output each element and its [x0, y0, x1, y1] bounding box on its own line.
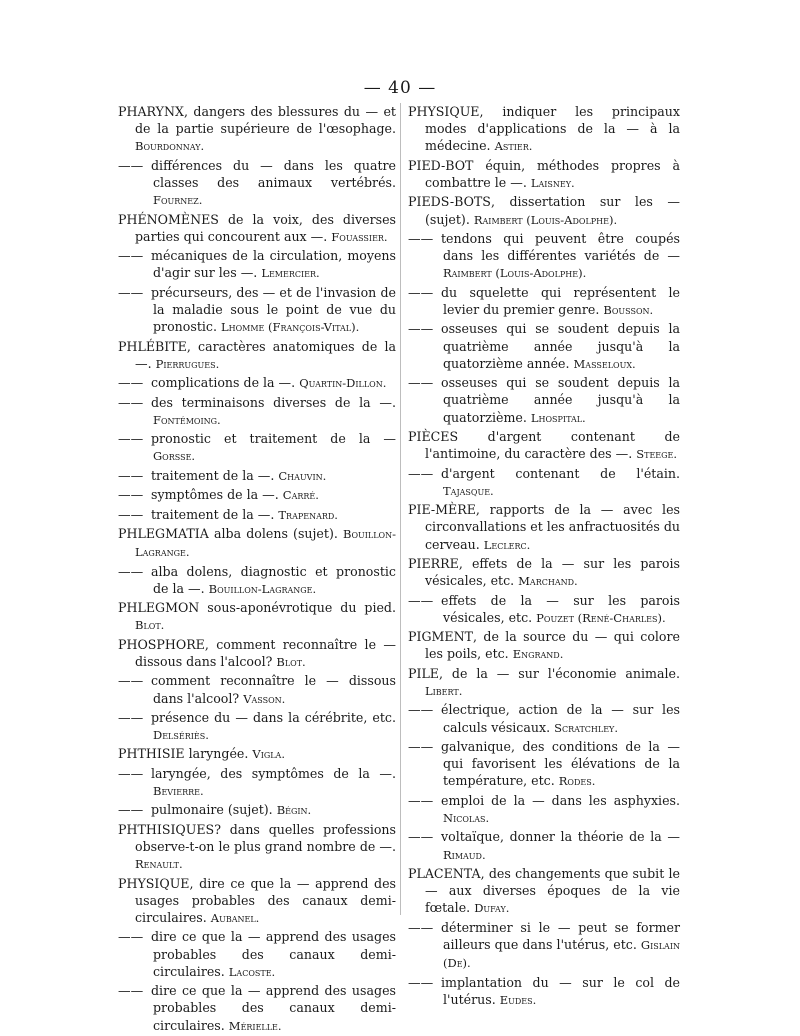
entry-keyword: PIE-MÈRE	[408, 502, 476, 518]
ditto-dash: ——	[408, 919, 434, 935]
entry-text: des terminaisons diverses de la —.	[151, 394, 396, 410]
entry-keyword: PHLEGMATIA	[118, 525, 209, 541]
index-subentry	[408, 284, 680, 319]
entry-author: Dufay.	[474, 901, 510, 916]
entry-author: Bégin.	[276, 803, 312, 818]
entry-author: Lacoste.	[228, 964, 276, 979]
entry-author: Tajasque.	[443, 483, 494, 498]
entry-author: Trapenard.	[278, 507, 338, 522]
index-subentry	[118, 765, 396, 800]
entry-keyword: PIEDS-BOTS	[408, 194, 491, 210]
ditto-dash: ——	[408, 829, 434, 845]
index-entry	[118, 103, 396, 156]
entry-keyword: PHYSIQUE	[118, 875, 190, 891]
entry-author: Masseloux.	[573, 356, 636, 371]
entry-author: Vasson.	[243, 691, 286, 706]
entry-text: déterminer si le — peut se former ailleurs que dans l'utérus, etc.	[441, 919, 680, 952]
index-subentry	[408, 792, 680, 827]
ditto-dash: ——	[408, 375, 434, 391]
index-entry	[408, 103, 680, 156]
ditto-dash: ——	[118, 673, 144, 689]
entry-author: Bouillon-Lagrange.	[135, 526, 396, 560]
index-entry	[408, 501, 680, 554]
entry-author: Mérielle.	[228, 1018, 282, 1033]
entry-text: d'argent contenant de l'antimoine, du caractère des —.	[425, 428, 680, 462]
index-subentry	[118, 801, 396, 819]
entry-text: voltaïque, donner la théorie de la —	[441, 829, 680, 845]
entry-author: Libert.	[425, 683, 463, 698]
ditto-dash: ——	[408, 792, 434, 808]
entry-text: dire ce que la — apprend des usages probables des canaux demi-circulaires.	[151, 983, 396, 1033]
entry-text: laryngée.	[184, 746, 249, 762]
entry-keyword: PIGMENT	[408, 629, 474, 645]
entry-keyword: PIED-BOT	[408, 157, 474, 173]
entry-keyword: PIÈCES	[408, 428, 459, 444]
ditto-dash: ——	[118, 431, 144, 447]
entry-text: , dissertation sur les — (sujet).	[425, 194, 680, 227]
entry-text: , de la — sur l'économie animale.	[439, 665, 680, 681]
index-entry	[118, 599, 396, 634]
entry-text: sous-aponévrotique du pied.	[199, 600, 396, 616]
index-subentry	[408, 828, 680, 863]
entry-text: traitement de la —.	[151, 467, 275, 483]
index-entry	[118, 525, 396, 561]
ditto-dash: ——	[118, 929, 144, 945]
entry-text: alba dolens, diagnostic et pronostic de la —.	[151, 563, 396, 596]
entry-text: tendons qui peuvent être coupés dans les différentes variétés de —	[441, 230, 680, 264]
entry-keyword: PILE	[408, 665, 440, 681]
entry-keyword: PHLEGMON	[118, 600, 200, 616]
entry-author: Carré.	[282, 488, 319, 503]
index-subentry	[118, 709, 396, 744]
index-entry	[408, 865, 680, 918]
ditto-dash: ——	[118, 375, 144, 391]
entry-text: ? dans quelles professions observe-t-on le plus grand nombre de —.	[135, 821, 396, 855]
ditto-dash: ——	[408, 321, 434, 337]
index-subentry	[408, 320, 680, 373]
entry-author: Gislain (De).	[443, 937, 680, 971]
entry-text: osseuses qui se soudent depuis la quatrième année jusqu'à la quatorzième année.	[441, 321, 680, 371]
entry-author: Bousson.	[603, 302, 654, 317]
entry-text: , dire ce que la — apprend des usages probables des canaux demi-circulaires.	[135, 875, 396, 926]
entry-text: présence du — dans la cérébrite, etc.	[151, 709, 396, 725]
entry-author: Nicolas.	[443, 810, 490, 825]
entry-text: , de la source du — qui colore les poils, etc.	[425, 629, 680, 662]
entry-author: Leclerc.	[483, 537, 531, 552]
index-subentry	[408, 465, 680, 500]
entry-text: complications de la —.	[151, 375, 296, 391]
left-column	[118, 103, 396, 1036]
index-subentry	[408, 592, 680, 627]
entry-author: Fouassier.	[331, 229, 388, 244]
entry-author: Rimaud.	[443, 847, 486, 862]
entry-keyword: PHYSIQUE	[408, 104, 480, 119]
entry-text: différences du — dans les quatre classes des animaux vertébrés.	[151, 157, 396, 190]
entry-text: , comment reconnaître le — dissous dans l'alcool?	[135, 636, 396, 669]
entry-keyword: PHTHISIE	[118, 746, 185, 762]
entry-text: osseuses qui se soudent depuis la quatrième année jusqu'à la quatorzième.	[441, 375, 680, 425]
entry-text: du squelette qui représentent le levier du premier genre.	[441, 284, 680, 317]
ditto-dash: ——	[118, 467, 144, 483]
entry-text: symptômes de la —.	[151, 487, 279, 503]
entry-author: Pouzet (René-Charles).	[536, 610, 666, 625]
entry-author: Steege.	[636, 447, 678, 462]
index-subentry	[118, 506, 396, 524]
page-number: — 40 —	[363, 78, 437, 98]
entry-keyword: PLACENTA	[408, 865, 481, 881]
entry-text: emploi de la — dans les asphyxies.	[441, 792, 680, 808]
ditto-dash: ——	[408, 465, 434, 481]
entry-author: Delsériès.	[153, 728, 209, 743]
entry-author: Bourdonnay.	[135, 139, 205, 154]
index-subentry	[408, 701, 680, 736]
entry-text: galvanique, des conditions de la — qui favorisent les élévations de la température, etc.	[441, 738, 680, 789]
entry-text: électrique, action de la — sur les calculs vésicaux.	[441, 702, 680, 735]
index-entry	[118, 636, 396, 671]
entry-text: , rapports de la — avec les circonvallations et les anfractuosités du cerveau.	[425, 502, 681, 552]
entry-author: Bouillon-Lagrange.	[208, 581, 317, 596]
right-column	[408, 103, 680, 1010]
entry-keyword: PHOSPHORE	[118, 636, 205, 652]
entry-author: Lhospital.	[530, 410, 586, 425]
entry-author: Fontémoing.	[153, 412, 221, 427]
entry-author: Pierrugues.	[155, 356, 220, 371]
entry-author: Lhomme (François-Vital).	[220, 320, 360, 335]
ditto-dash: ——	[408, 230, 434, 246]
entry-text: mécaniques de la circulation, moyens d'agir sur les —.	[151, 248, 396, 281]
index-entry	[408, 193, 680, 228]
ditto-dash: ——	[118, 248, 144, 264]
index-entry	[118, 821, 396, 874]
entry-author: Astier.	[494, 139, 533, 154]
entry-author: Fournez.	[153, 193, 203, 208]
index-subentry	[118, 284, 396, 337]
entry-text: d'argent contenant de l'étain.	[441, 465, 680, 481]
index-subentry	[118, 394, 396, 429]
entry-text: dire ce que la — apprend des usages probables des canaux demi-circulaires.	[151, 929, 396, 979]
index-subentry	[118, 672, 396, 707]
entry-text: laryngée, des symptômes de la —.	[151, 765, 396, 781]
ditto-dash: ——	[408, 974, 434, 990]
index-entry	[408, 628, 680, 663]
ditto-dash: ——	[118, 709, 144, 725]
entry-author: Engrand.	[512, 647, 564, 662]
ditto-dash: ——	[118, 765, 144, 781]
entry-keyword: PIERRE	[408, 555, 459, 571]
column-divider	[400, 103, 401, 915]
ditto-dash: ——	[118, 284, 144, 300]
index-subentry	[118, 157, 396, 210]
entry-keyword: PHTHISIQUES	[118, 821, 215, 837]
index-entry	[408, 665, 680, 700]
entry-text: comment reconnaître le — dissous dans l'alcool?	[151, 673, 396, 706]
entry-author: Chauvin.	[278, 468, 327, 483]
entry-text: pulmonaire (sujet).	[151, 802, 273, 818]
index-entry	[408, 428, 680, 463]
entry-author: Scratchley.	[554, 720, 618, 735]
ditto-dash: ——	[408, 702, 434, 718]
entry-text: traitement de la —.	[151, 506, 275, 522]
entry-author: Raimbert (Louis-Adolphe).	[473, 212, 618, 227]
index-subentry	[118, 486, 396, 504]
entry-text: de la voix, des diverses parties qui concourent aux —.	[135, 211, 396, 244]
index-subentry	[408, 230, 680, 283]
entry-author: Lemercier.	[261, 266, 320, 281]
ditto-dash: ——	[408, 284, 434, 300]
index-subentry	[118, 247, 396, 282]
entry-keyword: PHARYNX	[118, 104, 184, 119]
index-subentry	[118, 928, 396, 981]
entry-text: , dangers des blessures du — et de la partie supérieure de l'œsophage.	[135, 104, 396, 137]
index-subentry	[408, 919, 680, 973]
entry-author: Quartin-Dillon.	[299, 376, 387, 391]
index-subentry	[408, 738, 680, 791]
ditto-dash: ——	[408, 738, 434, 754]
entry-text: effets de la — sur les parois vésicales, etc.	[441, 592, 680, 625]
index-entry	[118, 211, 396, 246]
index-entry	[408, 157, 680, 192]
entry-text: , effets de la — sur les parois vésicales, etc.	[425, 555, 680, 589]
ditto-dash: ——	[118, 394, 144, 410]
entry-text: implantation du — sur le col de l'utérus.	[441, 974, 680, 1007]
entry-author: Aubanel.	[210, 911, 260, 926]
index-entry	[408, 555, 680, 590]
index-entry	[118, 875, 396, 928]
entry-keyword: PHÉNOMÈNES	[118, 211, 219, 227]
entry-text: pronostic et traitement de la —	[151, 431, 396, 447]
ditto-dash: ——	[118, 157, 144, 173]
entry-author: Blot.	[276, 654, 306, 669]
index-entry	[118, 338, 396, 373]
entry-author: Bevierre.	[153, 784, 204, 799]
index-subentry	[118, 467, 396, 485]
entry-keyword: PHLÉBITE	[118, 338, 187, 354]
ditto-dash: ——	[118, 506, 144, 522]
ditto-dash: ——	[118, 563, 144, 579]
entry-text: , des changements que subit le — aux diverses époques de la vie fœtale.	[425, 865, 680, 916]
entry-text: , indiquer les principaux modes d'applications de la — à la médecine.	[425, 104, 680, 154]
ditto-dash: ——	[118, 802, 144, 818]
ditto-dash: ——	[118, 487, 144, 503]
entry-text: précurseurs, des — et de l'invasion de la maladie sous le point de vue du pronostic.	[151, 284, 396, 335]
entry-author: Blot.	[135, 618, 165, 633]
entry-author: Laisney.	[530, 176, 575, 190]
entry-author: Gorsse.	[153, 449, 196, 464]
index-subentry	[118, 982, 396, 1035]
entry-text: , caractères anatomiques de la —.	[135, 338, 396, 371]
entry-author: Eudes.	[499, 992, 537, 1007]
ditto-dash: ——	[408, 592, 434, 608]
index-entry	[118, 745, 396, 763]
index-subentry	[118, 374, 396, 392]
ditto-dash: ——	[118, 983, 144, 999]
entry-text: équin, méthodes propres à combattre le —.	[425, 157, 680, 190]
entry-author: Rodes.	[558, 774, 596, 789]
index-subentry	[118, 430, 396, 465]
index-subentry	[408, 974, 680, 1009]
entry-text: alba dolens (sujet).	[208, 525, 338, 541]
index-subentry	[118, 563, 396, 598]
entry-author: Raimbert (Louis-Adolphe).	[443, 266, 587, 281]
entry-author: Renault.	[135, 857, 183, 872]
index-subentry	[408, 374, 680, 427]
entry-author: Marchand.	[518, 574, 578, 589]
entry-author: Vigla.	[252, 747, 285, 762]
